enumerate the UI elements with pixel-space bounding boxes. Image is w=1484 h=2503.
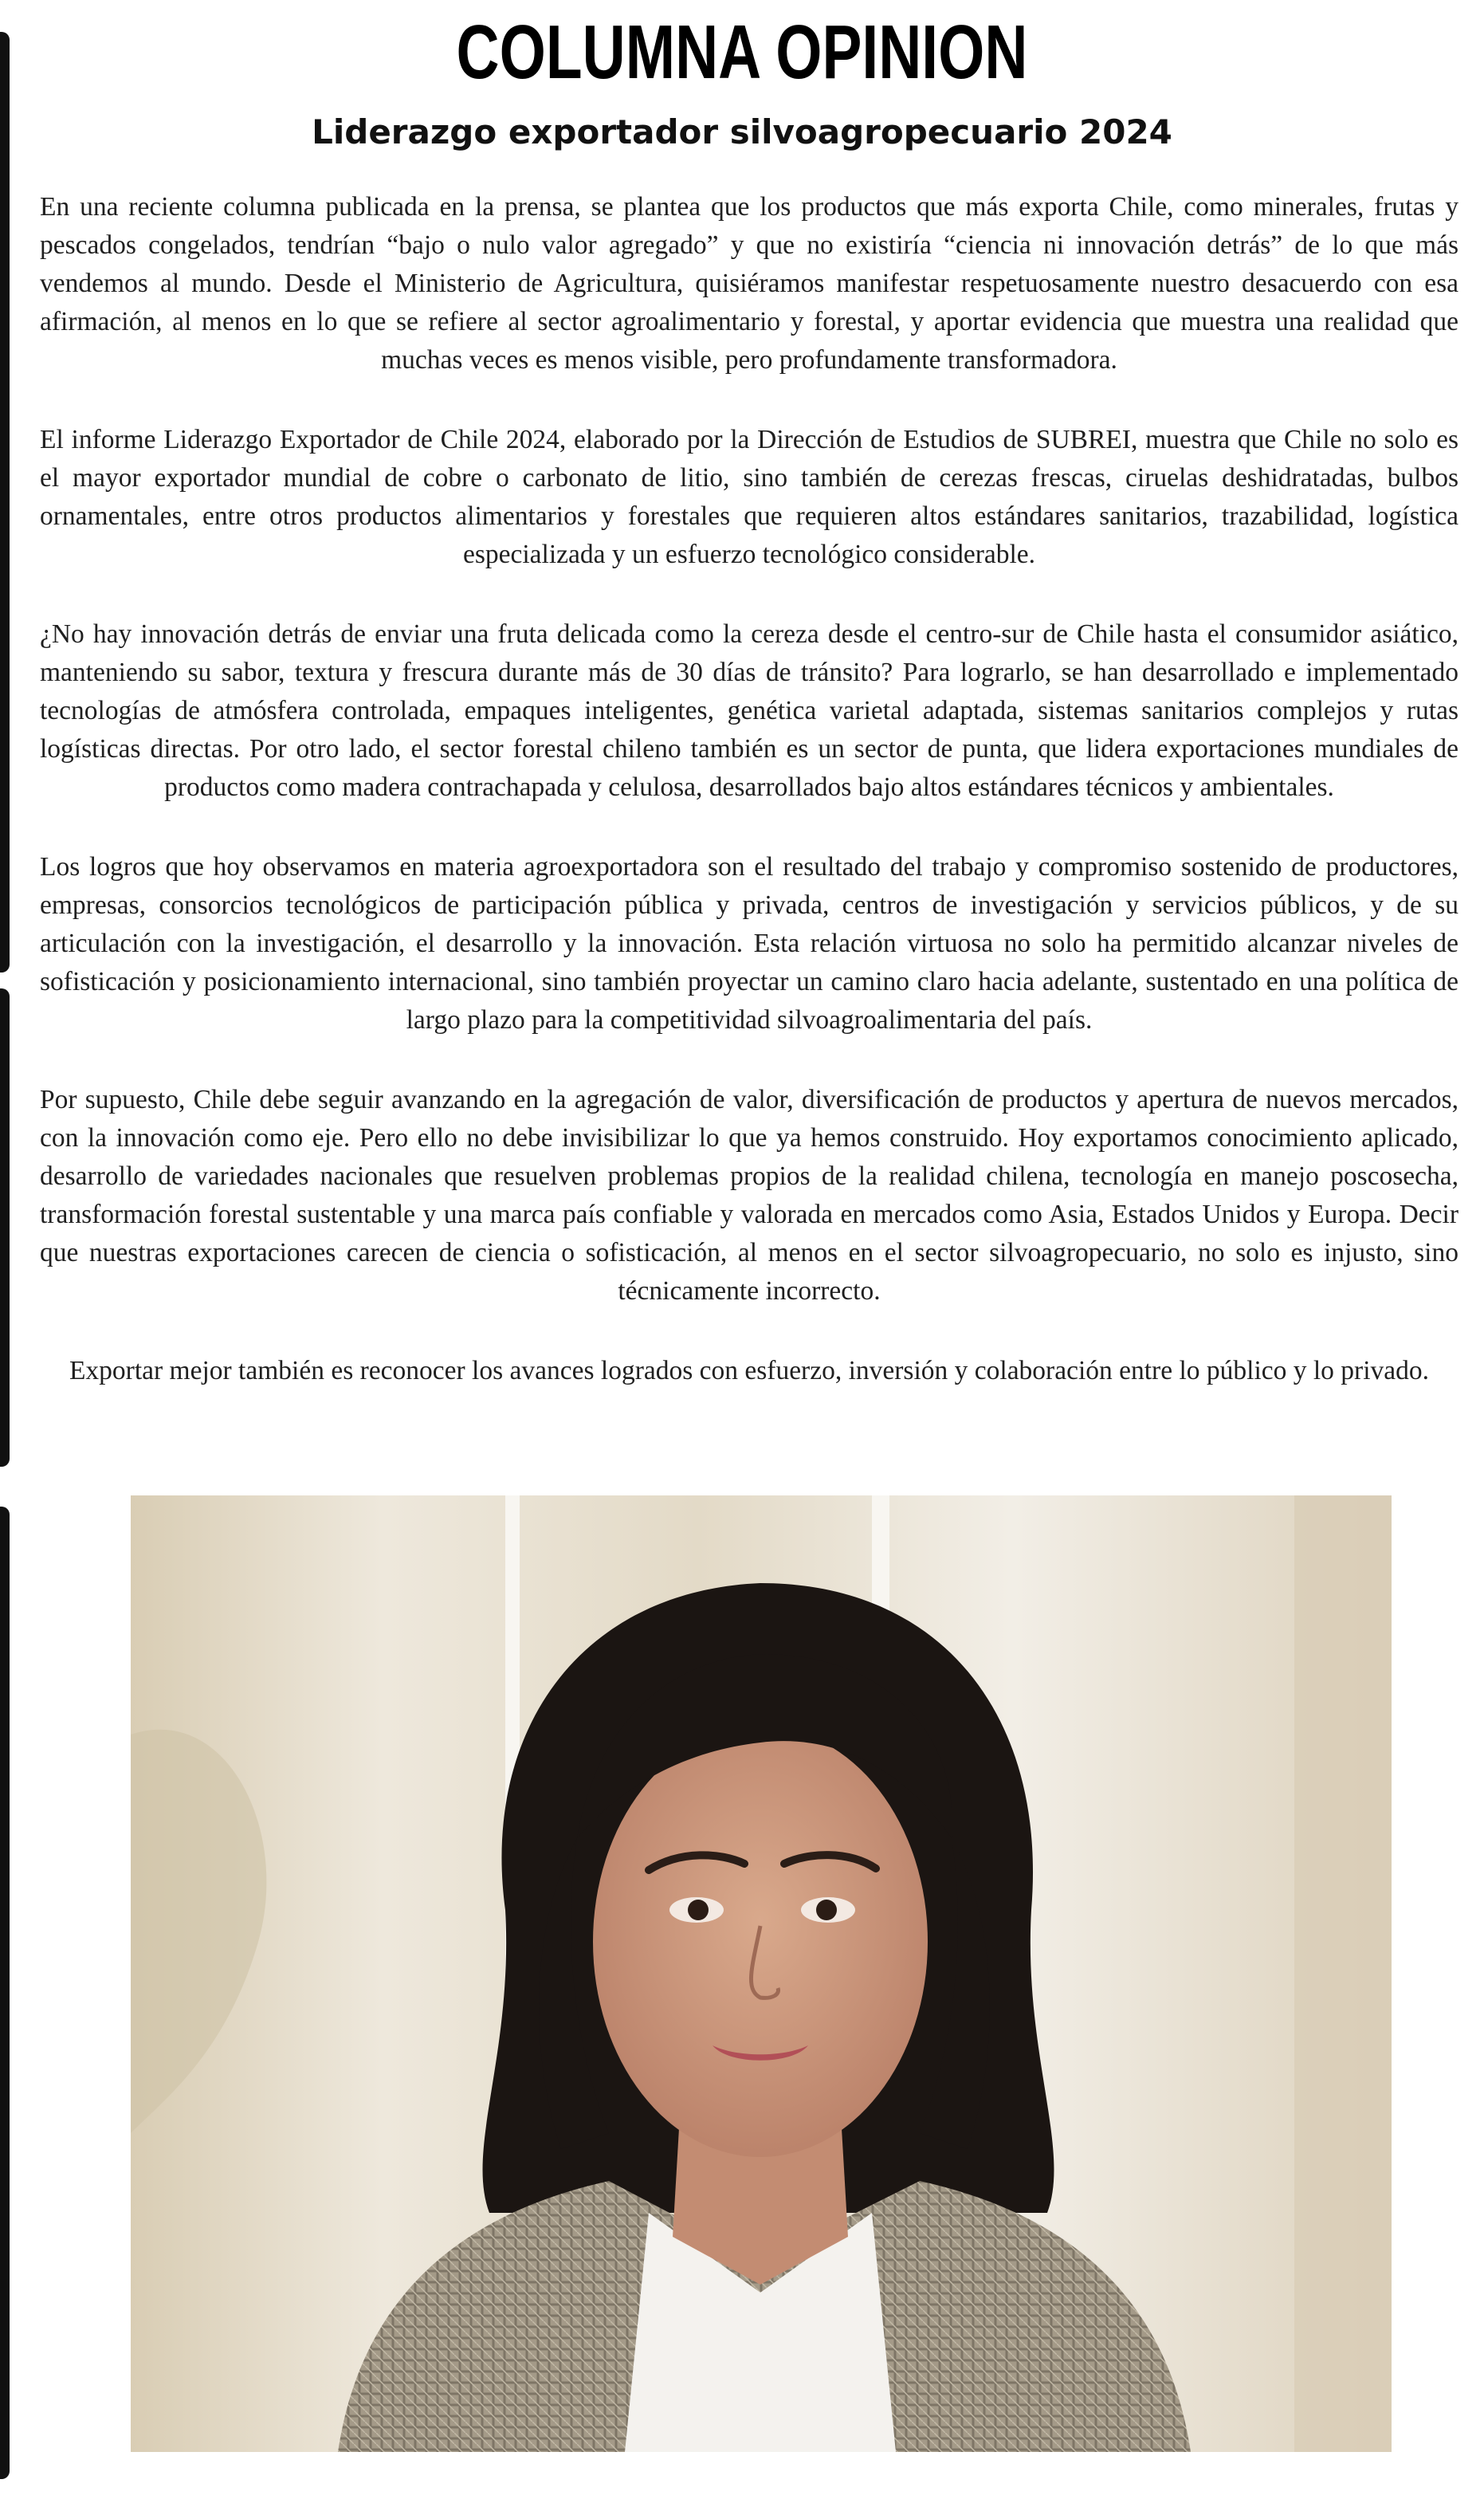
left-edge-tab-2 [0,988,10,1467]
article-paragraph-3: ¿No hay innovación detrás de enviar una fruta delicada como la cereza desde el centro-sur de Chile hasta el consumidor asiático, manteniendo su sabor, textura y frescura durante más de 30 días de tránsito? Para lograrlo, se han desarrollado e implementado tecnologías de atmósfera controlada, empaques inteligentes, genética varietal adaptada, sistemas sanitarios complejos y rutas logísticas directas. Por otro lado, el sector forestal chileno también es un sector de punta, que lidera exportaciones mundiales de productos como madera contrachapada y celulosa, desarrollados bajo altos estándares técnicos y ambientales. [40,619,1458,802]
article-paragraph-1: En una reciente columna publicada en la prensa, se plantea que los productos que más exporta Chile, como minerales, frutas y pescados congelados, tendrían “bajo o nulo valor agregado” y que no existiría “ciencia ni innovación detrás” de lo que más vendemos al mundo. Desde el Ministerio de Agricultura, quisiéramos manifestar respetuosamente nuestro desacuerdo con esa afirmación, al menos en lo que se refiere al sector agroalimentario y forestal, y aportar evidencia que muestra una realidad que muchas veces es menos visible, pero profundamente transformadora. [40,192,1458,375]
article-paragraph-2: El informe Liderazgo Exportador de Chile 2024, elaborado por la Dirección de Estudios de SUBREI, muestra que Chile no solo es el mayor exportador mundial de cobre o carbonato de litio, sino también de cerezas frescas, ciruelas deshidratadas, bulbos ornamentales, entre otros productos alimentarios y forestales que requieren altos estándares sanitarios, trazabilidad, logística especializada y un esfuerzo tecnológico considerable. [40,425,1458,569]
page-title: COLUMNA OPINION [456,10,1028,95]
article-subtitle: Liderazgo exportador silvoagropecuario 2024 [312,112,1172,151]
author-portrait-photo [131,1495,1392,2452]
author-portrait-illustration [131,1495,1392,2452]
article-paragraph-4: Los logros que hoy observamos en materia agroexportadora son el resultado del trabajo y compromiso sostenido de productores, empresas, consorcios tecnológicos de participación pública y privada, centros de investigación y servicios públicos, y de su articulación con la investigación, el desarrollo y la innovación. Esta relación virtuosa no solo ha permitido alcanzar niveles de sofisticación y posicionamiento internacional, sino también proyectar un camino claro hacia adelante, sustentado en una política de largo plazo para la competitividad silvoagroalimentaria del país. [40,852,1458,1035]
article-paragraph-6: Exportar mejor también es reconocer los avances logrados con esfuerzo, inversión y colaboración entre lo público y lo privado. [69,1356,1430,1385]
left-edge-tab-1 [0,32,10,973]
masthead [0,0,1484,155]
left-edge-tab-3 [0,1507,10,2479]
article-paragraph-5: Por supuesto, Chile debe seguir avanzando en la agregación de valor, diversificación de productos y apertura de nuevos mercados, con la innovación como eje. Pero ello no debe invisibilizar lo que ya hemos construido. Hoy exportamos conocimiento aplicado, desarrollo de variedades nacionales que resuelven problemas propios de la realidad chilena, tecnología en manejo poscosecha, transformación forestal sustentable y una marca país confiable y valorada en mercados como Asia, Estados Unidos y Europa. Decir que nuestras exportaciones carecen de ciencia o sofisticación, al menos en el sector silvoagropecuario, no solo es injusto, sino técnicamente incorrecto. [40,1085,1458,1306]
article-body [40,188,1458,1432]
